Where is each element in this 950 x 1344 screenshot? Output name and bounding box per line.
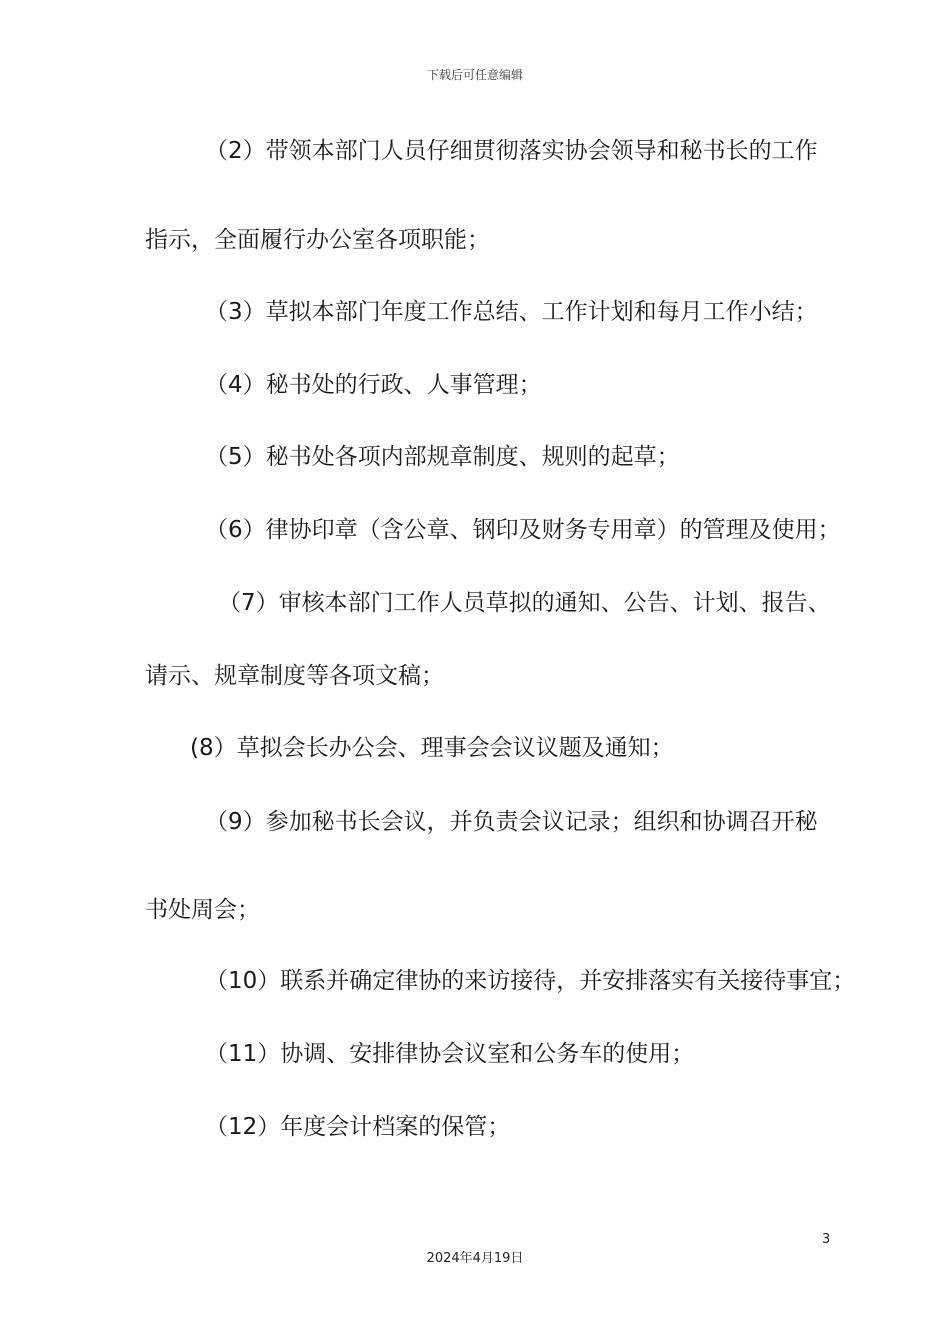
paragraph-line: （3）草拟本部门年度工作总结、工作计划和每月工作小结； (205, 299, 818, 325)
paragraph-line: （11）协调、安排律协会议室和公务车的使用； (205, 1041, 695, 1067)
paragraph-line: （12）年度会计档案的保管； (205, 1114, 511, 1140)
paragraph-line: 书处周会； (145, 897, 260, 923)
paragraph-line: （2）带领本部门人员仔细贯彻落实协会领导和秘书长的工作 (205, 138, 818, 164)
paragraph-line: 指示，全面履行办公室各项职能； (145, 227, 490, 253)
paragraph-line: （9）参加秘书长会议，并负责会议记录；组织和协调召开秘 (205, 809, 818, 835)
paragraph-line: （4）秘书处的行政、人事管理； (205, 372, 542, 398)
page-number: 3 (822, 1232, 831, 1247)
paragraph-line: （7）审核本部门工作人员草拟的通知、公告、计划、报告、 (218, 590, 831, 616)
paragraph-line: (8）草拟会长办公会、理事会会议议题及通知； (190, 735, 674, 761)
paragraph-line: （6）律协印章（含公章、钢印及财务专用章）的管理及使用； (205, 517, 841, 543)
paragraph-line: （10）联系并确定律协的来访接待，并安排落实有关接待事宜； (205, 968, 856, 994)
page-date: 2024年4月19日 (426, 1251, 524, 1266)
paragraph-line: 请示、规章制度等各项文稿； (145, 663, 444, 689)
paragraph-line: （5）秘书处各项内部规章制度、规则的起草； (205, 444, 680, 470)
header-note: 下载后可任意编辑 (426, 68, 523, 82)
